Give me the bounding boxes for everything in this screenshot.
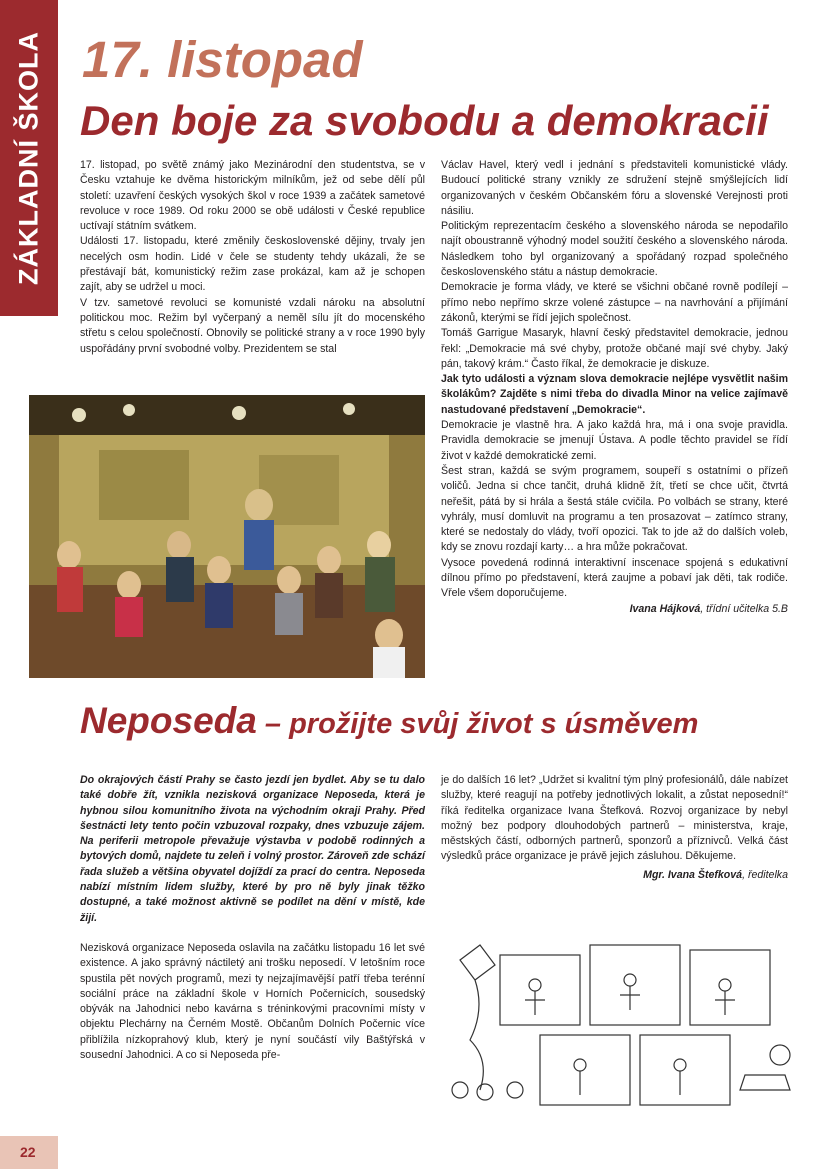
article2-lead: Do okrajových částí Prahy se často jezdí jen bydlet. Aby se tu dalo také dobře žít, vznikla nezisková organizace Neposeda, která je hybnou silou komunitního života na východním okraji Prahy. Před šestnácti lety tento počin vzbuzoval rozpaky, dnes vzbuzuje zájem. Na periferii metropole převažuje výstavba v podobě rodinných a bytových domů, najdete tu zeleň i volný prostor. Zároveň zde schází řada služeb a většina obyvatel dojíždí za prací do centra. Neposeda nabízí místním lidem služby, které by pro ně byly jinak těžko dostupné, a také možnost aktivně se podílet na dění v místě, kde žijí.: [80, 774, 425, 924]
highlight-paragraph: Jak tyto události a význam slova demokracie nejlépe vysvětlit našim školákům? Zajděte s nimi třeba do divadla Minor na velice zajímavě nastudované představení „Demokracie“.: [441, 373, 788, 416]
article2-left-column: [80, 773, 425, 1063]
article2-signature: [441, 868, 788, 883]
paragraph: 17. listopad, po světě známý jako Mezinárodní den studentstva, se v Česku vztahuje ke dvěma historickým milníkům, jež od sebe dělí půl století: uzavření českých vysokých škol v roce 1939 a začátek sametové revoluce v roce 1989. Od roku 2000 se obě události v České republice uctívají státním svátkem.: [80, 159, 425, 233]
signature-name: Ivana Hájková: [629, 602, 701, 615]
signature-role: , ředitelka: [742, 868, 788, 881]
paragraph: Politickým reprezentacím českého a slovenského národa se nepodařilo najít oboustranně výhodný model soužití českého a slovenského národa. Následkem toho byl organizovaný a spořádaný rozpad společného československého státu a nástup demokracie.: [441, 220, 788, 279]
article1-right-column: [441, 158, 788, 617]
article2-heading: [80, 702, 698, 739]
article1-left-column: [80, 158, 425, 357]
paragraph: Demokracie je forma vlády, ve které se všichni občané rovně podílejí – přímo nebo nepřímo skrze volené zástupce – na navrhování a přijímání zákonů, kterými se řídí jejich společnost.: [441, 281, 788, 324]
community-illustration: [440, 940, 800, 1115]
paragraph: Události 17. listopadu, které změnily československé dějiny, trvaly jen necelých osm hodin. Lidé v čele se studenty tehdy ukázali, že se přestávají bát, komunistický režim zase prokázal, kam až je schopen zajít, aby se udržel u moci.: [80, 235, 425, 294]
section-tab: [0, 0, 58, 316]
signature-role: , třídní učitelka 5.B: [700, 602, 788, 615]
paragraph: Vysoce povedená rodinná interaktivní inscenace spojená s edukativní dílnou přímo po představení, která zaujme a pobaví jak děti, tak rodiče. Vřele všem doporučujeme.: [441, 556, 788, 600]
paragraph: Nezisková organizace Neposeda oslavila na začátku listopadu 16 let své existence. A jako správný náctiletý ani trošku neposedí. V letošním roce spustila pět nových programů, mezi ty nejzajímavější patří třeba terénní sociální práce na základní škole v Horních Počernicích, sousedský obývák na Jahodnici nebo kavárna s tréninkovými pracovními místy v objektu Plechárny na Černém Mostě. Občanům Dolních Počernic více přiblížila nízkoprahový klub, který je nyní součástí vily Baštýřská v sousední Jahodnici. A co si Neposeda pře-: [80, 941, 425, 1062]
article-title: 17. listopad: [82, 31, 363, 88]
page-number-tab: [0, 1136, 58, 1169]
article1-signature: [441, 602, 788, 617]
article2-title: Neposeda: [80, 700, 257, 741]
section-tab-label: ZÁKLADNÍ ŠKOLA: [13, 31, 44, 285]
article2-right-column: [441, 773, 788, 883]
paragraph: Demokracie je vlastně hra. A jako každá hra, má i ona svoje pravidla. Pravidla demokracie se jmenují Ústava. A podle těchto pravidel se řídí život v každé demokratické zemi.: [441, 419, 788, 462]
signature-name: Mgr. Ivana Štefková: [643, 868, 743, 881]
paragraph: V tzv. sametové revoluci se komunisté vzdali nároku na absolutní politickou moc. Režim byl vyčerpaný a neměl sílu jít do mocenského střetu s celou společností. Obnovily se politické strany a v roce 1990 byly uspořádány první svobodné volby. Prezidentem se stal: [80, 296, 425, 355]
page-number: 22: [20, 1144, 36, 1160]
photo-illustration: [29, 395, 425, 678]
paragraph: je do dalších 16 let? „Udržet si kvalitní tým plný profesionálů, dále nabízet služby, které reagují na potřeby jednotlivých lokalit, a zůstat neposední!“ říká ředitelka organizace Ivana Štefková. Rozvoj organizace by nebyl možný bez podpory dlouhodobých partnerů – ministerstva, kraje, městských částí, odborných partnerů, sponzorů a příznivců. Velká část výsledků práce organizace je právě jejich zásluhou. Děkujeme.: [441, 774, 788, 863]
paragraph: Šest stran, každá se svým programem, soupeří s ostatními o přízeň voličů. Jedna si chce tančit, druhá klidně žít, třetí se chce učit, čtvrtá neřešit, pátá by si hrála a šestá stále cvičila. Po volbách se strany, které vyhrály, musí domluvit na programu a ten prosazovat – zatímco strany, které se nedostaly do vlády, tvoří opozici. Tak to jde až do dalších voleb, kdy se znovu rozdají karty… a hra může pokračovat.: [441, 464, 788, 554]
article2-subtitle: – prožijte svůj život s úsměvem: [256, 708, 699, 740]
theatre-photo: [29, 395, 425, 678]
paragraph: Tomáš Garrigue Masaryk, hlavní český představitel demokracie, jednou řekl: „Demokracie má své chyby, protože občané mají své chyby. Jaký pán, takový krám.“ Často říkal, že demokracie je diskuze.: [441, 327, 788, 370]
paragraph: Václav Havel, který vedl i jednání s představiteli komunistické vlády. Budoucí politické strany vznikly ze sdružení stejně smýšlejících lidí organizovaných v českém Občanském fóru a slovenské Verejnosti proti násiliu.: [441, 159, 788, 217]
article-subtitle: Den boje za svobodu a demokracii: [80, 97, 769, 144]
